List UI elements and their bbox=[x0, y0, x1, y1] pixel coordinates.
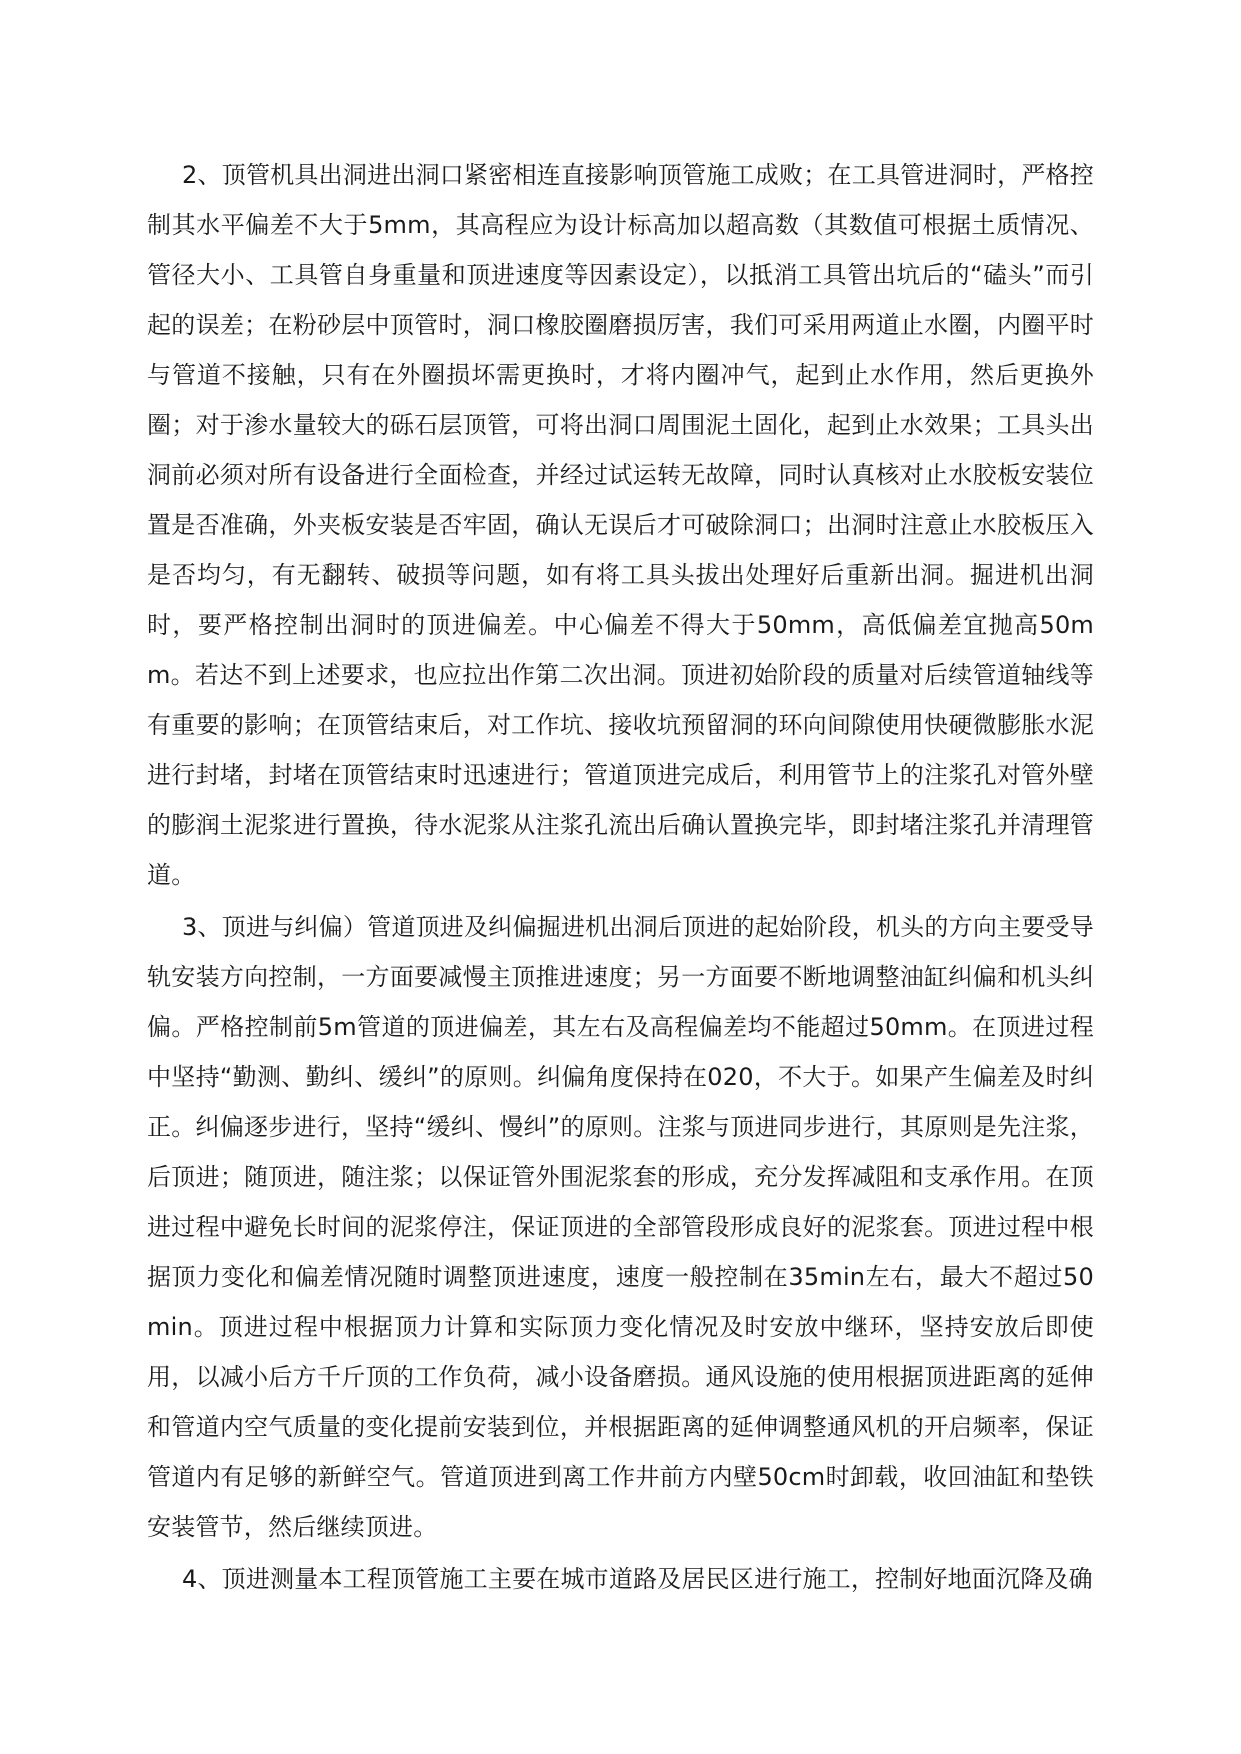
paragraph-jacking-correction: 3、顶进与纠偏）管道顶进及纠偏掘进机出洞后顶进的起始阶段，机头的方向主要受导轨安装方向控制，一方面要减慢主顶推进速度；另一方面要不断地调整油缸纠偏和机头纠偏。严格控制前5m管道的顶进偏差，其左右及高程偏差均不能超过50mm。在顶进过程中坚持“勤测、勤纠、缓纠”的原则。纠偏角度保持在020，不大于。如果产生偏差及时纠正。纠偏逐步进行，坚持“缓纠、慢纠”的原则。注浆与顶进同步进行，其原则是先注浆，后顶进；随顶进，随注浆；以保证管外围泥浆套的形成，充分发挥减阻和支承作用。在顶进过程中避免长时间的泥浆停注，保证顶进的全部管段形成良好的泥浆套。顶进过程中根据顶力变化和偏差情况随时调整顶进速度，速度一般控制在35min左右，最大不超过50min。顶进过程中根据顶力计算和实际顶力变化情况及时安放中继环，坚持安放后即使用，以减小后方千斤顶的工作负荷，减小设备磨损。通风设施的使用根据顶进距离的延伸和管道内空气质量的变化提前安装到位，并根据距离的延伸调整通风机的开启频率，保证管道内有足够的新鲜空气。管道顶进到离工作井前方内壁50cm时卸载，收回油缸和垫铁安装管节，然后继续顶进。 bbox=[147, 913, 1094, 1541]
paragraph-pipe-launch: 2、顶管机具出洞进出洞口紧密相连直接影响顶管施工成败；在工具管进洞时，严格控制其水平偏差不大于5mm，其高程应为设计标高加以超高数（其数值可根据土质情况、管径大小、工具管自身重量和顶进速度等因素设定），以抵消工具管出坑后的“磕头”而引起的误差；在粉砂层中顶管时，洞口橡胶圈磨损厉害，我们可采用两道止水圈，内圈平时与管道不接触，只有在外圈损坏需更换时，才将内圈冲气，起到止水作用，然后更换外圈；对于渗水量较大的砾石层顶管，可将出洞口周围泥土固化，起到止水效果；工具头出洞前必须对所有设备进行全面检查，并经过试运转无故障，同时认真核对止水胶板安装位置是否准确，外夹板安装是否牢固，确认无误后才可破除洞口；出洞时注意止水胶板压入是否均匀，有无翻转、破损等问题，如有将工具头拔出处理好后重新出洞。掘进机出洞时，要严格控制出洞时的顶进偏差。中心偏差不得大于50mm，高低偏差宜抛高50mm。若达不到上述要求，也应拉出作第二次出洞。顶进初始阶段的质量对后续管道轴线等有重要的影响；在顶管结束后，对工作坑、接收坑预留洞的环向间隙使用快硬微膨胀水泥进行封堵，封堵在顶管结束时迅速进行；管道顶进完成后，利用管节上的注浆孔对管外壁的膨润土泥浆进行置换，待水泥浆从注浆孔流出后确认置换完毕，即封堵注浆孔并清理管道。 bbox=[147, 161, 1094, 889]
document-body bbox=[147, 150, 1094, 1606]
paragraph-jacking-survey: 4、顶进测量本工程顶管施工主要在城市道路及居民区进行施工，控制好地面沉降及确 bbox=[182, 1565, 1093, 1593]
